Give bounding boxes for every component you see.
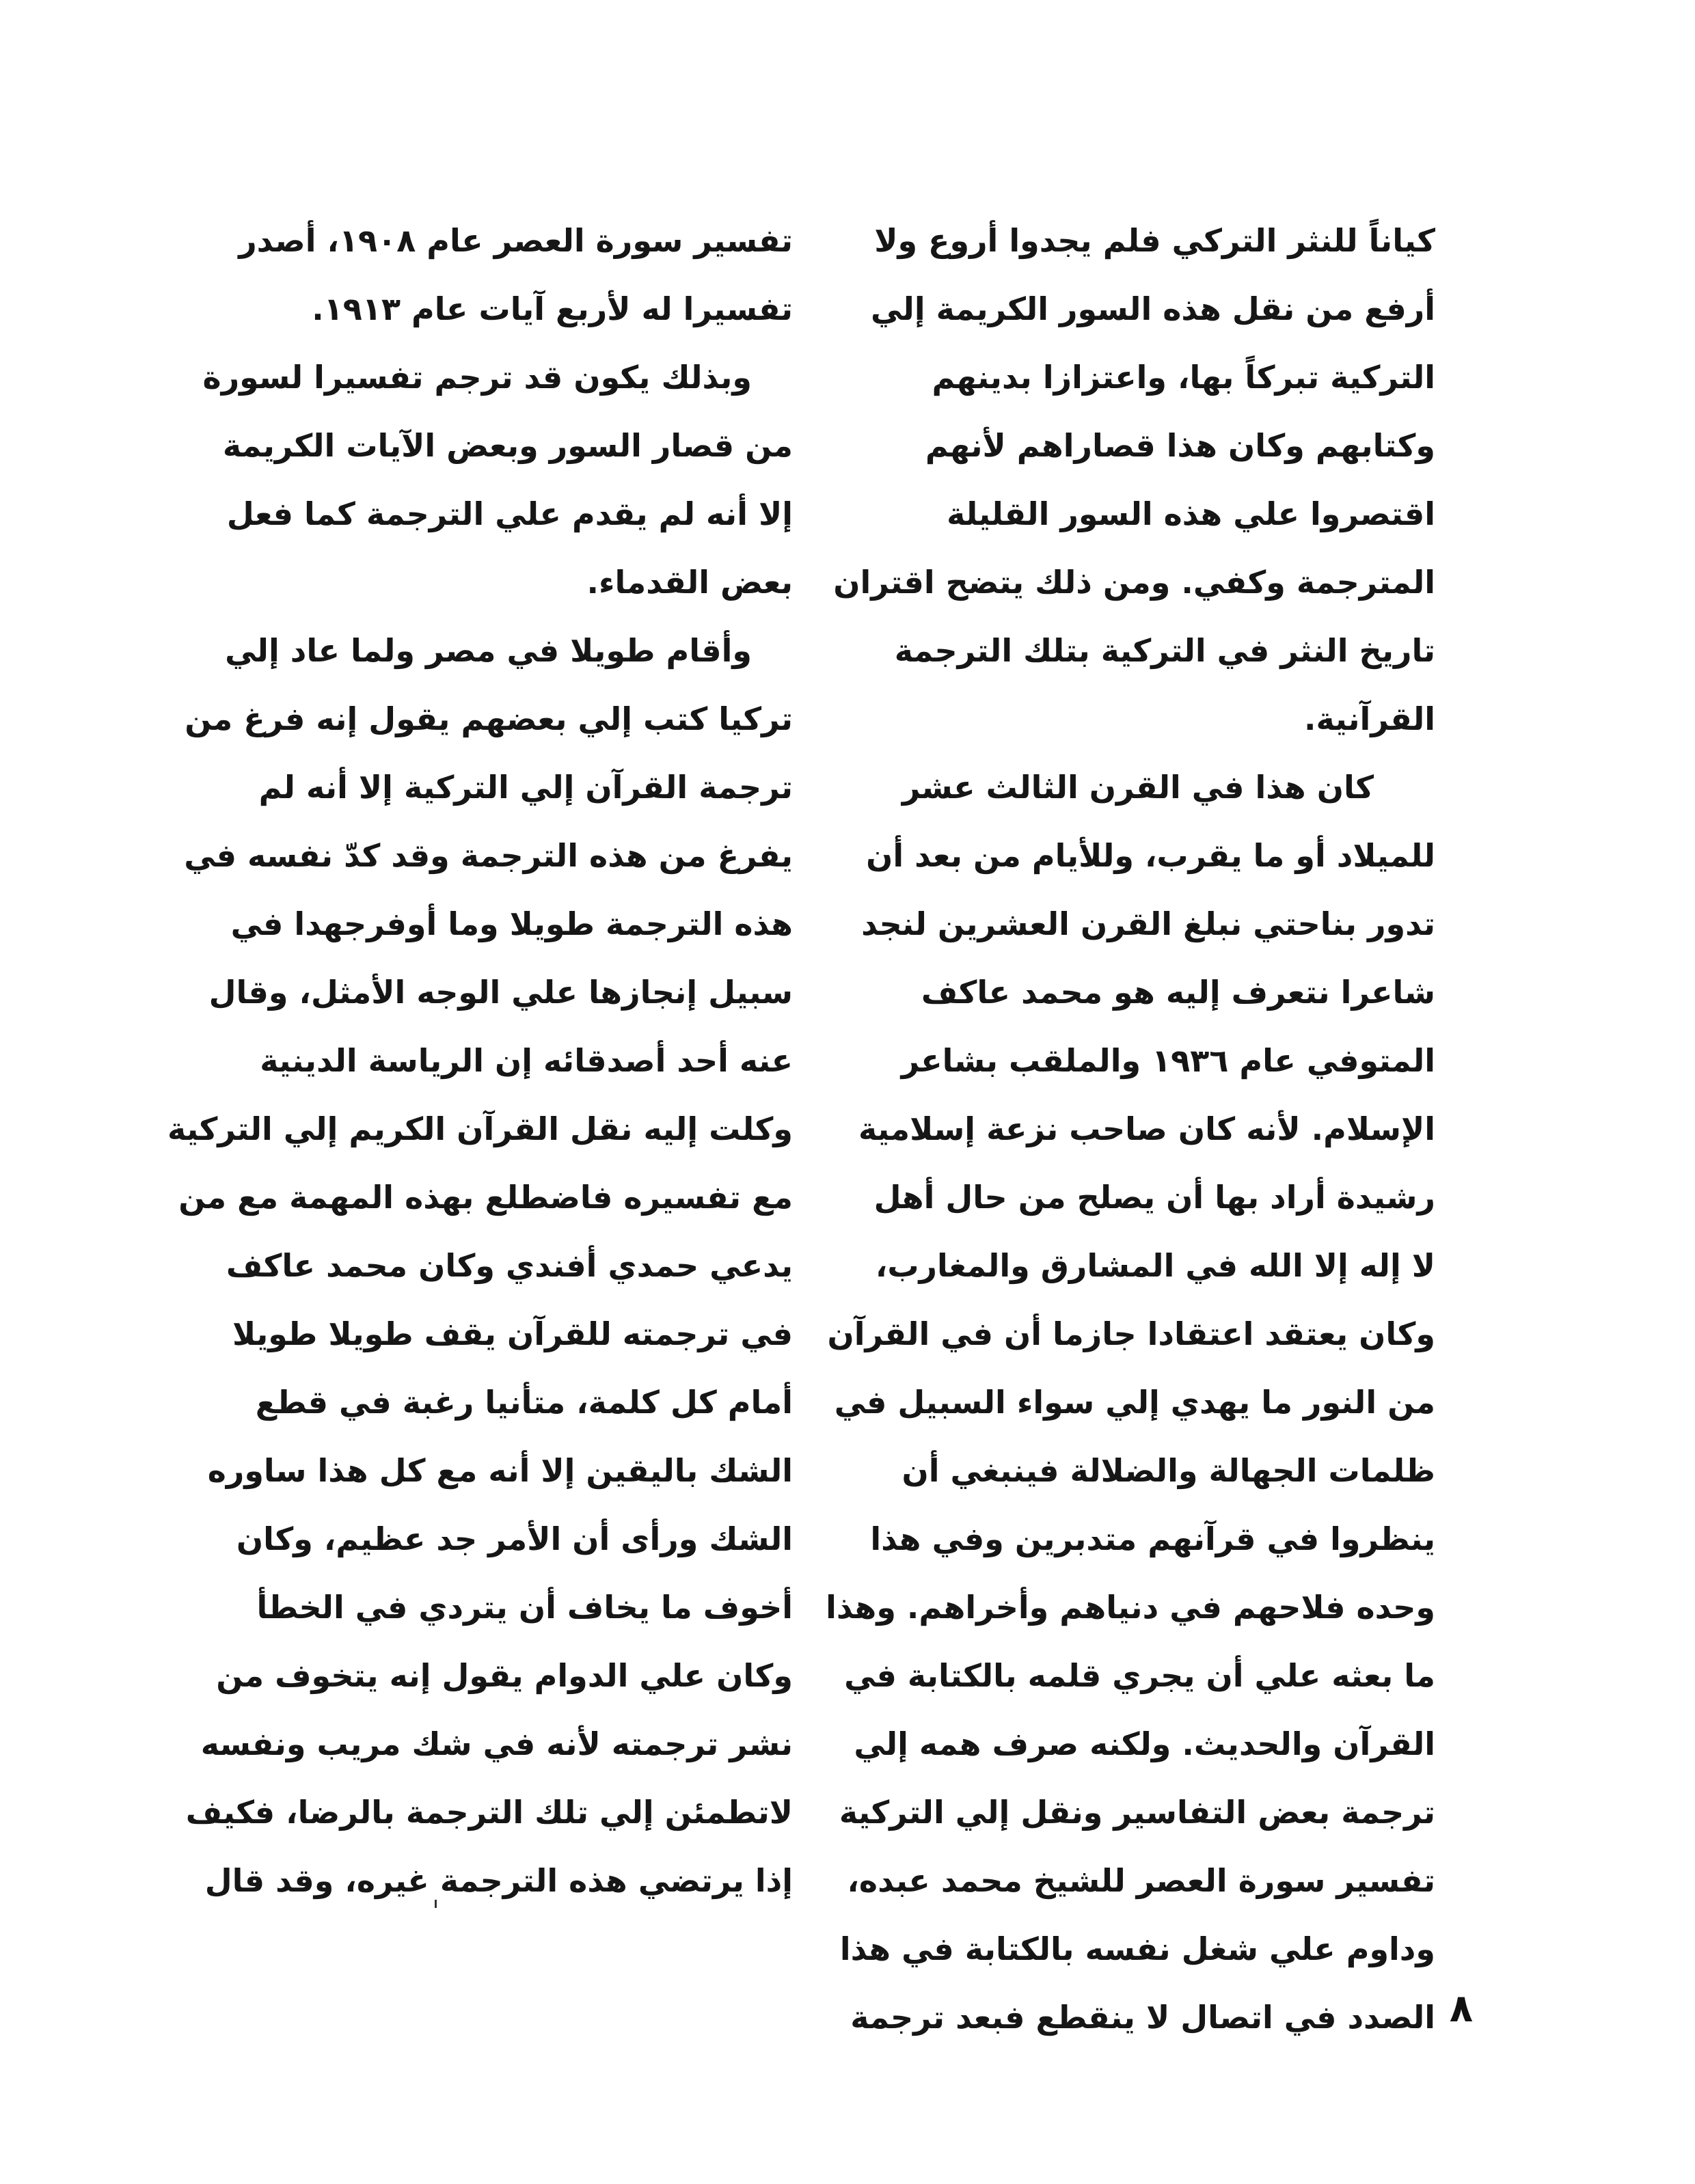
text-line: إذا يرتضي هذه الترجمة غيره، وقد قال (204, 1862, 793, 1899)
text-line: تدور بناحتي نبلغ القرن العشرين لنجد (861, 905, 1435, 942)
text-line: وكان يعتقد اعتقادا جازما أن في القرآن (827, 1315, 1435, 1352)
text-line: المترجمة وكفي. ومن ذلك يتضح اقتران (833, 564, 1435, 601)
text-line: التركية تبركاً بها، واعتزازا بدينهم (932, 359, 1435, 396)
text-line: كياناً للنثر التركي فلم يجدوا أروع ولا (874, 222, 1435, 259)
text-line: للميلاد أو ما يقرب، وللأيام من بعد أن (866, 837, 1435, 874)
text-line: القرآن والحديث. ولكنه صرف همه إلي (854, 1725, 1435, 1762)
text-line: أرفع من نقل هذه السور الكريمة إلي (871, 290, 1435, 327)
text-line: وكتابهم وكان هذا قصاراهم لأنهم (925, 427, 1435, 464)
text-line: اقتصروا علي هذه السور القليلة (947, 495, 1435, 532)
text-line: القرآنية. (1304, 700, 1435, 737)
text-line: تفسيرا له لأربع آيات عام ١٩١٣. (312, 290, 793, 327)
text-line: نشر ترجمته لأنه في شك مريب ونفسه (200, 1725, 793, 1762)
text-line: ترجمة القرآن إلي التركية إلا أنه لم (258, 769, 793, 806)
text-line: من قصار السور وبعض الآيات الكريمة (222, 427, 793, 464)
text-line: تفسير سورة العصر للشيخ محمد عبده، (847, 1862, 1435, 1899)
scan-speck (435, 1900, 437, 1908)
text-line: تركيا كتب إلي بعضهم يقول إنه فرغ من (185, 700, 793, 737)
text-line: بعض القدماء. (586, 564, 793, 601)
text-line: أمام كل كلمة، متأنيا رغبة في قطع (255, 1384, 793, 1421)
text-line: تاريخ النثر في التركية بتلك الترجمة (894, 632, 1435, 669)
page-number: ٨ (1449, 1987, 1474, 2031)
text-line: هذه الترجمة طويلا وما أوفرجهدا في (230, 905, 793, 942)
text-line: المتوفي عام ١٩٣٦ والملقب بشاعر (901, 1042, 1435, 1079)
text-line: عنه أحد أصدقائه إن الرياسة الدينية (260, 1042, 793, 1079)
text-line: أخوف ما يخاف أن يتردي في الخطأ (256, 1589, 793, 1626)
text-line: وكان علي الدوام يقول إنه يتخوف من (216, 1657, 793, 1694)
text-line: الصدد في اتصال لا ينقطع فبعد ترجمة (850, 1999, 1435, 2036)
text-line: رشيدة أراد بها أن يصلح من حال أهل (873, 1179, 1435, 1216)
right-text-column (826, 206, 1435, 2051)
text-line: من النور ما يهدي إلي سواء السبيل في (834, 1384, 1435, 1421)
text-line: يدعي حمدي أفندي وكان محمد عاكف (226, 1247, 793, 1284)
text-line: وحده فلاحهم في دنياهم وأخراهم. وهذا (826, 1589, 1435, 1626)
text-line: وداوم علي شغل نفسه بالكتابة في هذا (839, 1930, 1435, 1967)
text-line: الشك ورأى أن الأمر جد عظيم، وكان (236, 1520, 793, 1557)
text-line: في ترجمته للقرآن يقف طويلا طويلا (232, 1315, 793, 1352)
text-line: يفرغ من هذه الترجمة وقد كدّ نفسه في (184, 837, 793, 874)
text-line: مع تفسيره فاضطلع بهذه المهمة مع من (178, 1179, 793, 1216)
text-line: لاتطمئن إلي تلك الترجمة بالرضا، فكيف (185, 1794, 793, 1831)
text-line: تفسير سورة العصر عام ١٩٠٨، أصدر (239, 222, 793, 259)
text-line: الشك باليقين إلا أنه مع كل هذا ساوره (207, 1452, 793, 1489)
paragraph-start-line: وأقام طويلا في مصر ولما عاد إلي (225, 632, 752, 669)
text-line: ينظروا في قرآنهم متدبرين وفي هذا (870, 1520, 1435, 1557)
paragraph-start-line: وبذلك يكون قد ترجم تفسيرا لسورة (202, 359, 752, 396)
text-line: ترجمة بعض التفاسير ونقل إلي التركية (839, 1794, 1435, 1831)
text-line: ما بعثه علي أن يجري قلمه بالكتابة في (844, 1657, 1435, 1694)
text-line: وكلت إليه نقل القرآن الكريم إلي التركية (167, 1110, 793, 1147)
text-line: إلا أنه لم يقدم علي الترجمة كما فعل (226, 495, 793, 532)
left-text-column (167, 206, 793, 1915)
text-line: الإسلام. لأنه كان صاحب نزعة إسلامية (858, 1110, 1435, 1147)
text-line: ظلمات الجهالة والضلالة فينبغي أن (901, 1452, 1435, 1489)
text-line: لا إله إلا الله في المشارق والمغارب، (875, 1247, 1435, 1284)
text-line: سبيل إنجازها علي الوجه الأمثل، وقال (208, 974, 793, 1011)
text-line: شاعرا نتعرف إليه هو محمد عاكف (921, 974, 1435, 1011)
paragraph-start-line: كان هذا في القرن الثالث عشر (901, 769, 1374, 806)
